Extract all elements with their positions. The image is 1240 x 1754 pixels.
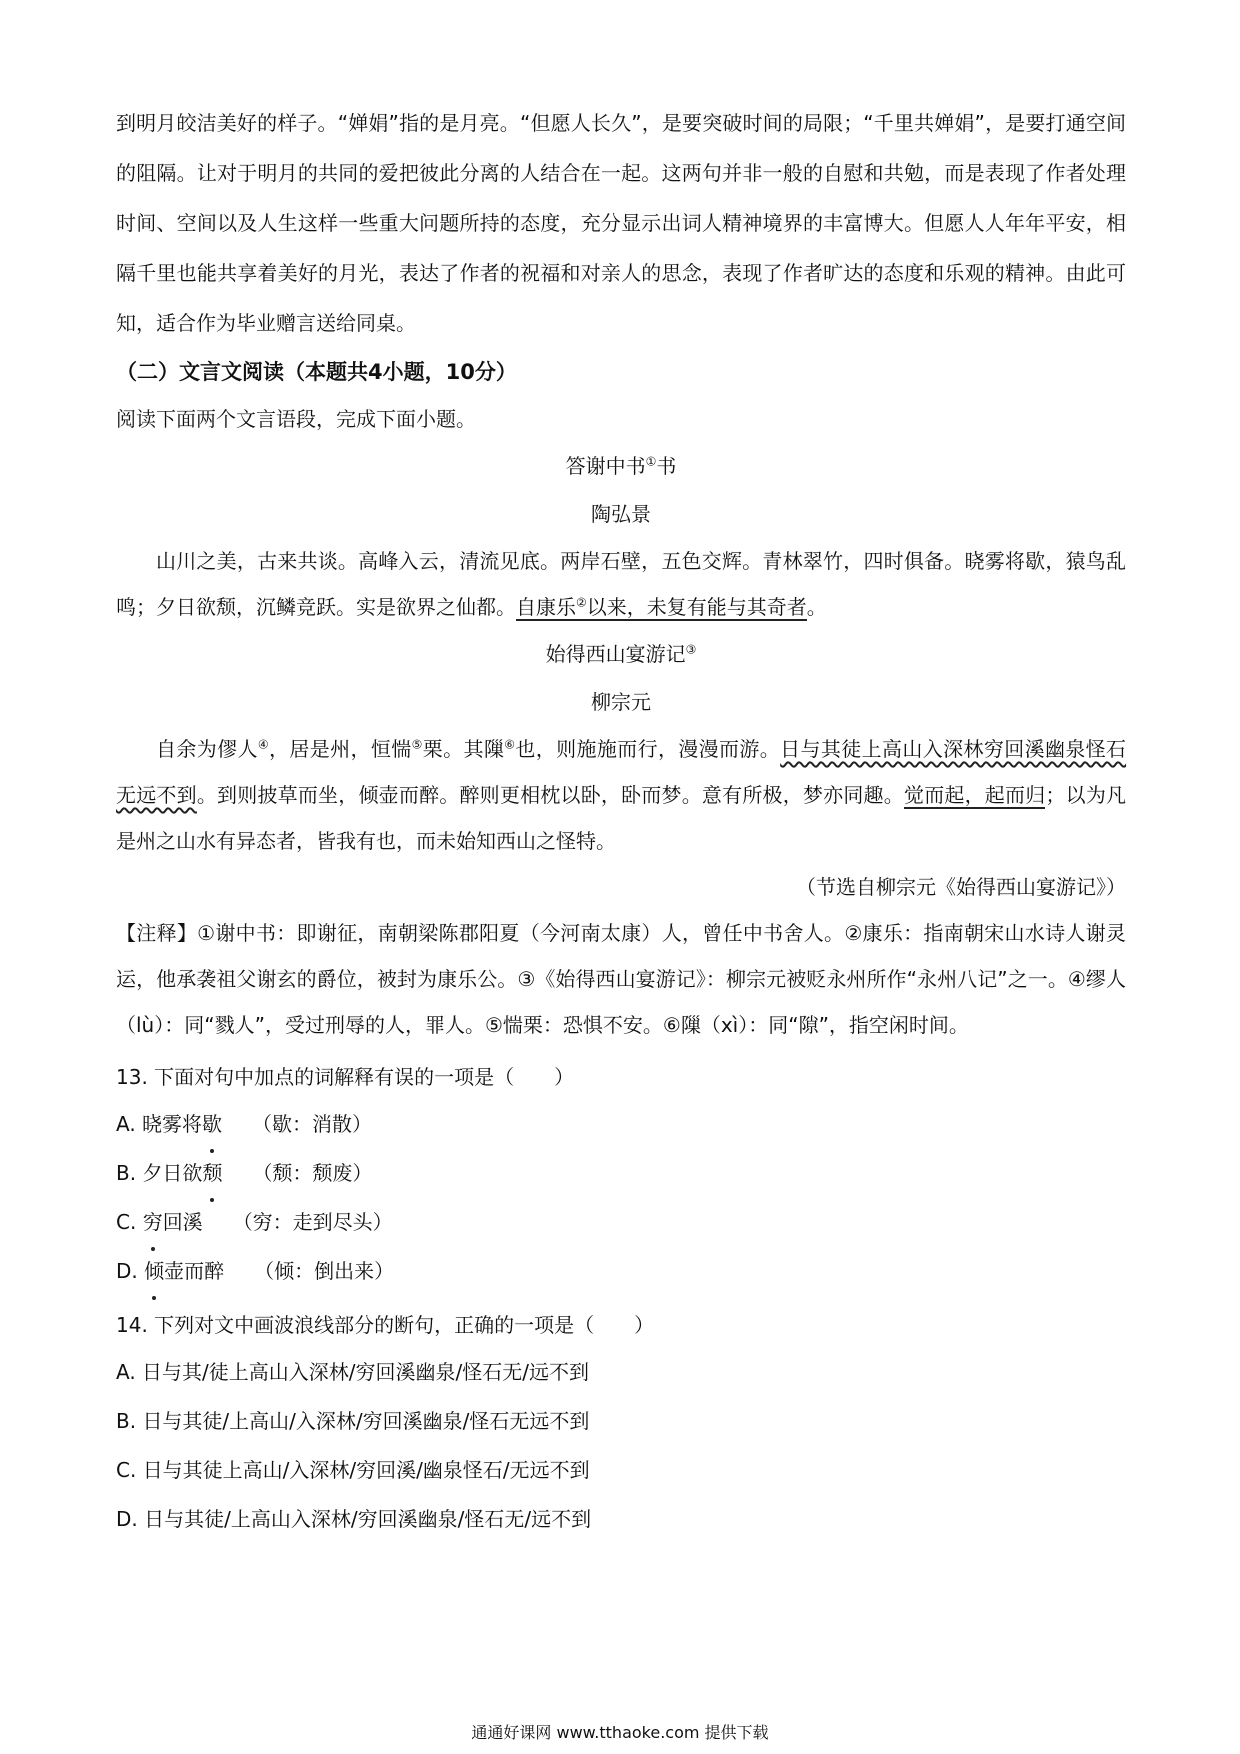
passage2-title: 始得西山宴游记③ (545, 642, 697, 666)
underlined-sentence: 自康乐②以来，未复有能与其奇者 (516, 595, 807, 619)
question-13-stem: 13. 下面对句中加点的词解释有误的一项是（ ） (116, 1065, 575, 1089)
passage2-author: 柳宗元 (591, 690, 651, 714)
passage1-text: 山川之美，古来共谈。高峰入云，清流见底。两岸石壁，五色交辉。青林翠竹，四时俱备。晓雾将歇，猿鸟乱鸣；夕日欲颓，沉鳞竞跃。实是欲界之仙都。自康乐②以来，未复有能与其奇者。 (116, 549, 1126, 619)
passage1-title: 答谢中书①书 (565, 454, 677, 478)
footnote-marker: ② (576, 595, 587, 610)
section-heading: （二）文言文阅读（本题共4小题，10分） (116, 360, 517, 384)
option-d: D. 倾壶而醉 （倾：倒出来） (116, 1247, 1126, 1296)
option-c: C. 日与其徒上高山/入深林/穷回溪/幽泉怪石/无远不到 (116, 1458, 590, 1482)
footnote-marker: ③ (685, 642, 697, 657)
underlined-sentence: 觉而起，起而归 (903, 783, 1046, 807)
option-d: D. 日与其徒/上高山入深林/穷回溪幽泉/怪石无/远不到 (116, 1507, 592, 1531)
question-14-options (116, 1348, 1126, 1544)
option-a: A. 日与其/徒上高山入深林/穷回溪幽泉/怪石无/远不到 (116, 1360, 589, 1384)
option-b: B. 日与其徒/上高山/入深林/穷回溪幽泉/怪石无远不到 (116, 1409, 590, 1433)
option-c: C. 穷回溪 （穷：走到尽头） (116, 1198, 1126, 1247)
emphasis-dot-char: 歇 (202, 1100, 222, 1149)
wavy-underlined-sentence: 日与其徒上高山入深林穷回溪幽泉怪石无远不到 (116, 737, 1127, 807)
emphasis-dot-char: 穷 (143, 1198, 163, 1247)
passage2-text: 自余为僇人④，居是州，恒惴⑤栗。其隟⑥也，则施施而行，漫漫而游。日与其徒上高山入深林穷回溪幽泉怪石无远不到。到则披草而坐，倾壶而醉。醉则更相枕以卧，卧而梦。意有所极，梦亦同趣。觉而起，起而归；以为凡是州之山水有异态者，皆我有也，而未始知西山之怪特。 (116, 737, 1127, 853)
section-instruction: 阅读下面两个文言语段，完成下面小题。 (116, 407, 476, 431)
emphasis-dot-char: 倾 (144, 1247, 164, 1296)
footnote-marker: ① (645, 454, 657, 469)
question-14-stem: 14. 下列对文中画波浪线部分的断句，正确的一项是（ ） (116, 1313, 655, 1337)
page-footer: 通通好课网 www.tthaoke.com 提供下载 (471, 1723, 769, 1742)
option-b: B. 夕日欲颓 （颓：颓废） (116, 1149, 1126, 1198)
emphasis-dot-char: 颓 (202, 1149, 222, 1198)
annotations: 【注释】①谢中书：即谢征，南朝梁陈郡阳夏（今河南太康）人，曾任中书舍人。②康乐：指南朝宋山水诗人谢灵运，他承袭祖父谢玄的爵位，被封为康乐公。③《始得西山宴游记》：柳宗元被贬永州所作“永州八记”之一。④缪人（lù）：同“戮人”，受过刑辱的人，罪人。⑤惴栗：恐惧不安。⑥隟（xì）：同“隙”，指空闲时间。 (116, 921, 1126, 1037)
page-content (116, 98, 1126, 1544)
question-13-options (116, 1100, 1126, 1296)
passage1-author: 陶弘景 (591, 502, 651, 526)
option-a: A. 晓雾将歇 （歇：消散） (116, 1100, 1126, 1149)
analysis-paragraph: 到明月皎洁美好的样子。“婵娟”指的是月亮。“但愿人长久”，是要突破时间的局限；“千里共婵娟”，是要打通空间的阻隔。让对于明月的共同的爱把彼此分离的人结合在一起。这两句并非一般的自慰和共勉，而是表现了作者处理时间、空间以及人生这样一些重大问题所持的态度，充分显示出词人精神境界的丰富博大。但愿人人年年平安，相隔千里也能共享着美好的月光，表达了作者的祝福和对亲人的思念，表现了作者旷达的态度和乐观的精神。由此可知，适合作为毕业赠言送给同桌。 (116, 111, 1126, 335)
passage2-source: （节选自柳宗元《始得西山宴游记》） (796, 875, 1126, 899)
